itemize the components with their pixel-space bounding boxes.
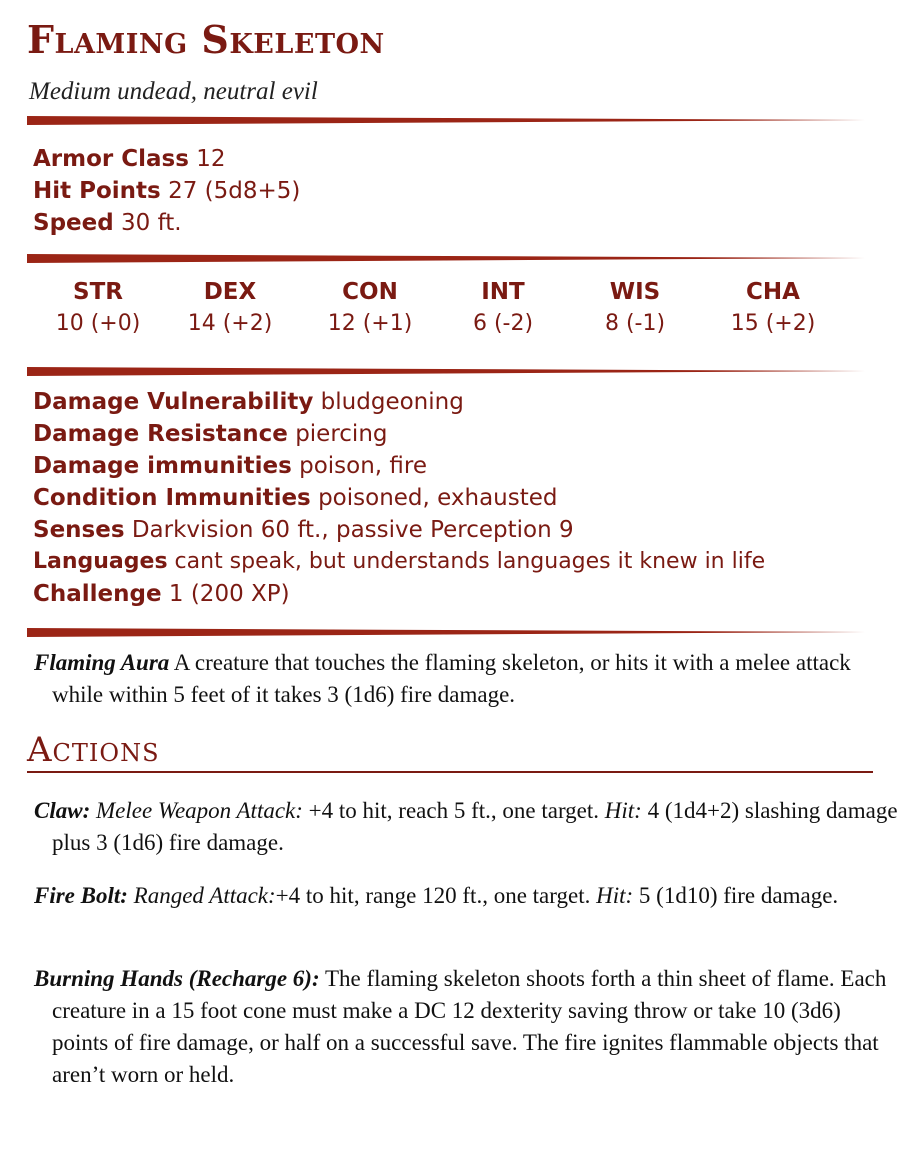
prop-damage-vulnerability: Damage Vulnerability bludgeoning: [33, 389, 464, 415]
divider-rule: [27, 626, 865, 638]
ability-wis: WIS 8 (-1): [604, 279, 666, 336]
speed: Speed 30 ft.: [33, 210, 182, 236]
prop-condition-immunities: Condition Immunities poisoned, exhausted: [33, 485, 558, 511]
divider-rule: [27, 365, 865, 377]
ability-con: CON 12 (+1): [327, 279, 413, 336]
hit-points: Hit Points 27 (5d8+5): [33, 178, 301, 204]
prop-damage-resistance: Damage Resistance piercing: [33, 421, 388, 447]
prop-challenge: Challenge 1 (200 XP): [33, 581, 290, 607]
divider-rule: [27, 114, 865, 126]
armor-class: Armor Class 12: [33, 146, 226, 172]
prop-senses: Senses Darkvision 60 ft., passive Perception 9: [33, 517, 574, 543]
trait-flaming-aura: Flaming Aura A creature that touches the flaming skeleton, or hits it with a melee attack while within 5 feet of it takes 3 (1d6) fire damage.: [34, 650, 851, 707]
creature-name: Flaming Skeleton: [27, 17, 385, 62]
action-burning-hands: Burning Hands (Recharge 6): The flaming skeleton shoots forth a thin sheet of flame. Each creature in a 15 foot cone must make a DC 12 dexterity saving throw or take 10 (3d6) points of fire damage, or half on a successful save. The fire ignites flammable objects that aren’t worn or held.: [34, 966, 887, 1087]
action-fire-bolt: Fire Bolt: Ranged Attack:+4 to hit, range 120 ft., one target. Hit: 5 (1d10) fire damage.: [34, 883, 839, 908]
ability-dex: DEX 14 (+2): [187, 279, 273, 336]
actions-underline: [27, 771, 873, 773]
ability-str: STR 10 (+0): [55, 279, 141, 336]
prop-languages: Languages cant speak, but understands languages it knew in life: [33, 549, 766, 574]
action-claw: Claw: Melee Weapon Attack: +4 to hit, reach 5 ft., one target. Hit: 4 (1d4+2) slashing damage plus 3 (1d6) fire damage.: [34, 798, 898, 855]
actions-heading: Actions: [27, 730, 160, 770]
ability-int: INT 6 (-2): [472, 279, 534, 336]
ability-cha: CHA 15 (+2): [730, 279, 816, 336]
creature-type: Medium undead, neutral evil: [29, 78, 318, 105]
divider-rule: [27, 252, 865, 264]
prop-damage-immunities: Damage immunities poison, fire: [33, 453, 428, 479]
